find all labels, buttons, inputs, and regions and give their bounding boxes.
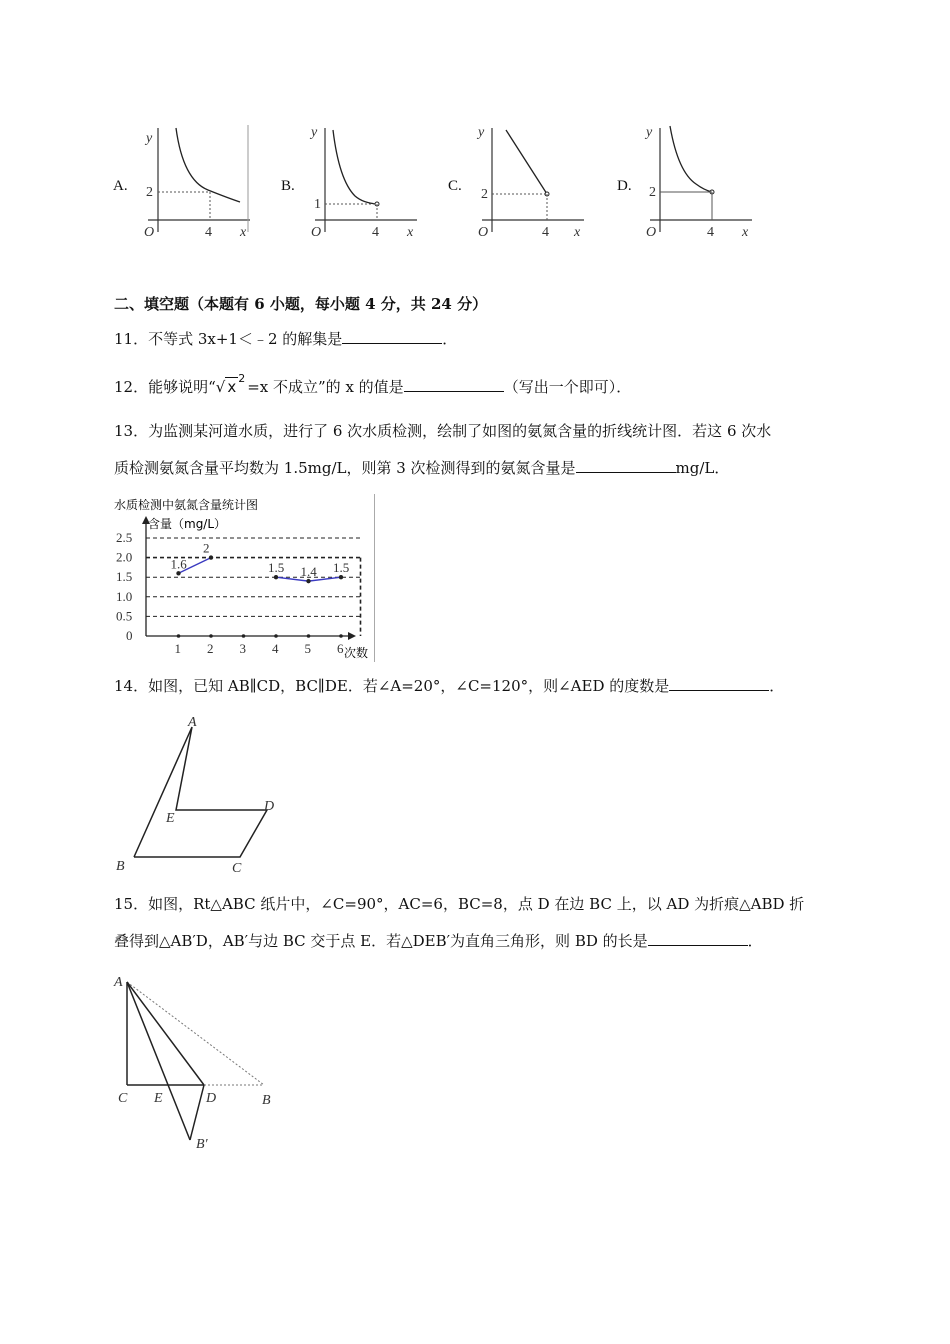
option-b-graph — [305, 120, 425, 240]
chart-xlabel: 次数 — [344, 646, 369, 660]
question-13-line1: 13．为监测某河道水质，进行了 6 次水质检测，绘制了如图的氨氮含量的折线统计图．若这 6 次水 — [114, 422, 772, 440]
chart-x-tick-dot — [242, 634, 246, 638]
option-a-graph — [138, 120, 258, 240]
question-13-line2 — [114, 458, 729, 478]
option-c-label: C. — [448, 178, 462, 194]
q14-point-c: C — [232, 861, 242, 876]
q15-blank — [648, 931, 748, 946]
option-d-graph — [640, 120, 760, 240]
q12-end: （写出一个即可）． — [503, 378, 632, 396]
q13-end: mg/L． — [675, 459, 730, 477]
option-c-xlabel: x — [574, 225, 581, 240]
option-a-label: A. — [113, 178, 128, 194]
section-title: 二、填空题（本题有 6 小题，每小题 4 分，共 24 分） — [114, 295, 488, 313]
chart-xtick-label: 2 — [207, 641, 214, 656]
option-b-xtick: 4 — [372, 225, 379, 240]
option-b-xlabel: x — [407, 225, 414, 240]
chart-ytick-label: 2.0 — [116, 549, 133, 565]
question-12 — [114, 373, 631, 397]
q14-blank — [669, 676, 769, 691]
option-b-origin: O — [311, 225, 322, 240]
q15-point-c: C — [118, 1091, 128, 1106]
option-a-xlabel: x — [240, 225, 247, 240]
option-a-xtick: 4 — [205, 225, 212, 240]
chart-title: 水质检测中氨氮含量统计图 — [114, 498, 259, 512]
chart-point — [274, 575, 278, 579]
chart-data-label: 1.6 — [170, 556, 187, 572]
chart-point — [339, 575, 343, 579]
option-d-xlabel: x — [742, 225, 749, 240]
q11-end: ． — [442, 330, 458, 348]
q12-prefix: 12．能够说明“ — [114, 378, 216, 396]
option-c-xtick: 4 — [542, 225, 549, 240]
q12-exponent: 2 — [238, 372, 246, 385]
q11-text: 11．不等式 3x+1＜﹣2 的解集是 — [114, 330, 343, 348]
chart-xtick-label: 1 — [174, 641, 181, 656]
question-14 — [114, 676, 784, 696]
question-15-line2 — [114, 931, 763, 951]
q12-sqrt: √ x $^2$ — [215, 372, 246, 396]
q15-end: ． — [747, 932, 763, 950]
option-a-ytick: 2 — [146, 185, 153, 200]
q14-text: 14．如图，已知 AB∥CD，BC∥DE．若∠A=20°，∠C=120°，则∠AED 的度数是 — [114, 677, 670, 695]
option-d-xtick: 4 — [707, 225, 714, 240]
q15-point-a: A — [114, 975, 123, 990]
q14-end: ． — [769, 677, 785, 695]
chart-xtick-label: 6 — [337, 641, 344, 656]
chart-x-arrow — [348, 632, 356, 640]
chart-point — [306, 579, 310, 583]
chart-ytick-label: 0.5 — [116, 608, 133, 624]
q14-figure — [112, 712, 282, 876]
chart-ytick-label: 0 — [126, 628, 133, 643]
chart-x-tick-dot — [307, 634, 311, 638]
chart-ytick-label: 1.0 — [116, 588, 133, 604]
q14-point-b: B — [116, 859, 125, 874]
q14-point-d: D — [264, 799, 275, 814]
chart-data-label: 2 — [203, 540, 210, 556]
option-d-ytick: 2 — [649, 185, 656, 200]
q14-point-e: E — [166, 811, 175, 826]
chart-point — [176, 571, 180, 575]
option-a-ylabel: y — [146, 131, 153, 146]
q13-line2-text: 质检测氨氮含量平均数为 1.5mg/L，则第 3 次检测得到的氨氮含量是 — [114, 459, 576, 477]
q13-blank — [576, 458, 676, 473]
q12-radicand: x — [227, 378, 237, 396]
q11-blank — [342, 329, 442, 344]
q15-line2-text: 叠得到△AB′D，AB′与边 BC 交于点 E．若△DEB′为直角三角形，则 BD 的长是 — [114, 932, 648, 950]
option-c-ylabel: y — [478, 125, 485, 140]
chart-ytick-label: 1.5 — [116, 569, 133, 585]
option-b-label: B. — [281, 178, 295, 194]
q15-point-b: B — [262, 1093, 271, 1108]
option-b-ylabel: y — [311, 125, 318, 140]
option-b-ytick: 1 — [314, 197, 321, 212]
chart-data-label: 1.5 — [333, 560, 350, 576]
q15-point-d: D — [206, 1091, 217, 1106]
option-c-graph — [472, 120, 592, 240]
question-15-line1: 15．如图，Rt△ABC 纸片中，∠C=90°，AC=6，BC=8，点 D 在边 BC 上，以 AD 为折痕△ABD 折 — [114, 895, 805, 913]
q14-point-a: A — [188, 715, 197, 730]
question-11 — [114, 329, 457, 349]
option-d-label: D. — [617, 178, 632, 194]
chart-ytick-label: 2.5 — [116, 530, 133, 545]
chart-x-tick-dot — [274, 634, 278, 638]
option-c-ytick: 2 — [481, 187, 488, 202]
chart-data-label: 1.4 — [300, 564, 317, 580]
q15-point-e: E — [154, 1091, 163, 1106]
option-d-origin: O — [646, 225, 657, 240]
chart-x-tick-dot — [177, 634, 181, 638]
option-a-origin: O — [144, 225, 155, 240]
chart-point — [209, 555, 213, 559]
q15-point-b-prime: B′ — [196, 1137, 208, 1152]
chart-x-tick-dot — [209, 634, 213, 638]
ammonia-chart — [112, 494, 375, 662]
chart-x-tick-dot — [339, 634, 343, 638]
chart-ylabel: 含量（mg/L） — [148, 517, 227, 531]
chart-data-label: 1.5 — [268, 560, 285, 576]
chart-xtick-label: 5 — [304, 641, 311, 656]
chart-xtick-label: 3 — [239, 641, 246, 656]
q15-figure — [112, 972, 282, 1152]
q12-blank — [404, 377, 504, 392]
chart-xtick-label: 4 — [272, 641, 279, 656]
option-c-origin: O — [478, 225, 489, 240]
q12-eq: =x 不成立”的 x 的值是 — [247, 378, 404, 396]
option-d-ylabel: y — [646, 125, 653, 140]
